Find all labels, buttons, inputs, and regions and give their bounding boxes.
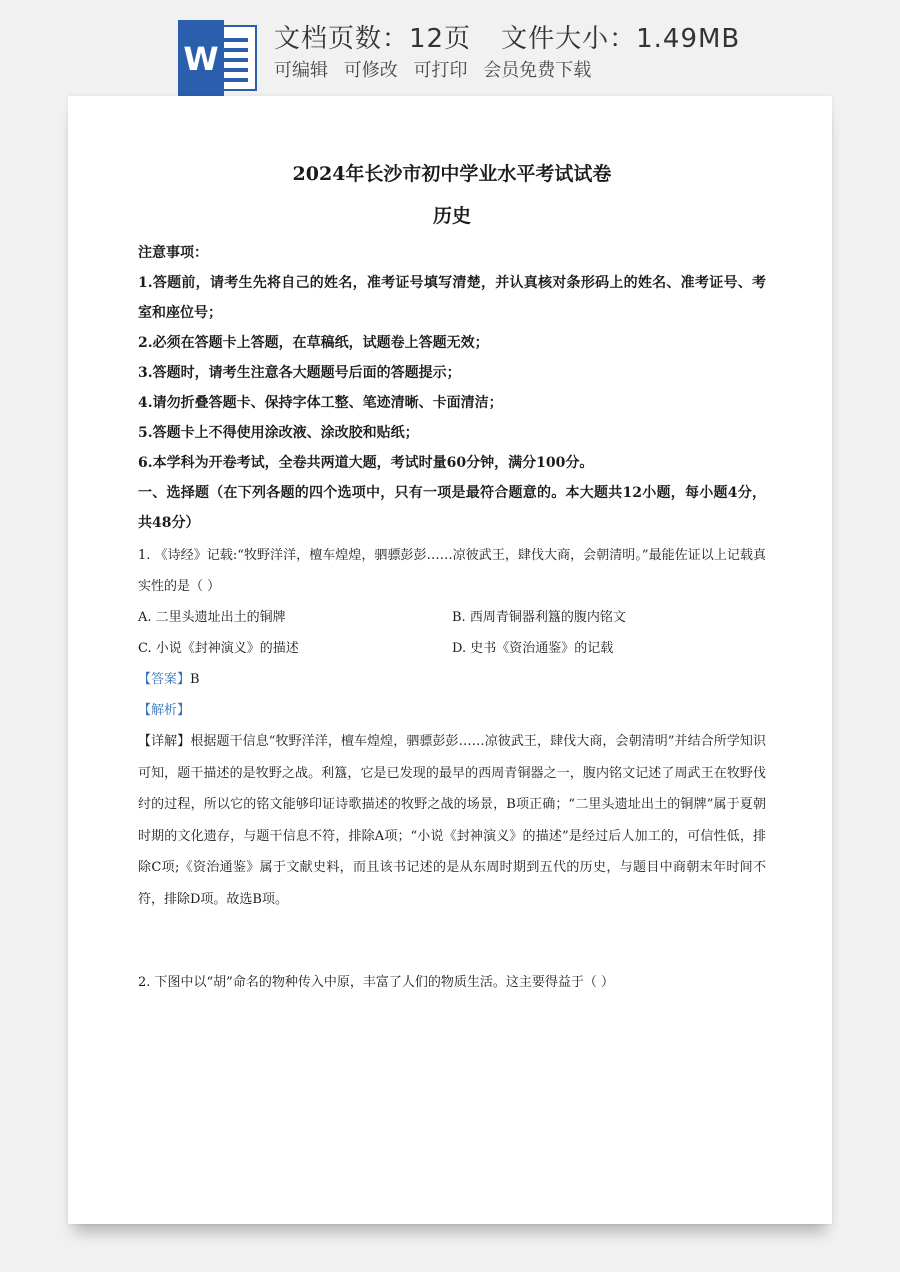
option-c: C. 小说《封神演义》的描述 [138, 641, 299, 656]
feature-modifiable: 可修改 [343, 60, 398, 81]
file-size: 文件大小：1.49MB [501, 24, 741, 54]
question-1-options [138, 602, 766, 664]
option-b: B. 西周青铜器利簋的腹内铭文 [452, 610, 626, 625]
banner-title [274, 18, 740, 55]
notice-item: 2.必须在答题卡上答题，在草稿纸，试题卷上答题无效； [138, 335, 489, 351]
notice-item: 4.请勿折叠答题卡、保持字体工整、笔迹清晰、卡面清洁； [138, 395, 503, 411]
detail-text: 根据题干信息“牧野洋洋，檀车煌煌，驷骠彭彭……凉彼武王，肆伐大商，会朝清明”并结合所学知识可知，题干描述的是牧野之战。利簋，它是已发现的最早的西周青铜器之一，腹内铭文记述了周武王在牧野伐纣的过程，所以它的铭文能够印证诗歌描述的牧野之战的场景，B项正确；“二里头遗址出土的铜牌”属于夏朝时期的文化遗存，与题干信息不符，排除A项；“小说《封神演义》的描述”是经过后人加工的，可信性低，排除C项;《资治通鉴》属于文献史料，而且该书记述的是从东周时期到五代的历史，与题目中商朝末年时间不符，排除D项。故选B项。 [138, 734, 766, 907]
feature-list [274, 56, 601, 82]
download-banner [0, 0, 900, 96]
page-content [138, 158, 766, 998]
question-2-stem: 2. 下图中以“胡”命名的物种传入中原，丰富了人们的物质生活。这主要得益于（ ） [138, 975, 614, 990]
question-1-stem: 1. 《诗经》记载:“牧野洋洋，檀车煌煌，驷骠彭彭……凉彼武王，肆伐大商，会朝清明。”最能佐证以上记载真实性的是（ ） [138, 548, 766, 594]
section-heading: 一、选择题（在下列各题的四个选项中，只有一项是最符合题意的。本大题共12小题，每小题4分，共48分） [138, 485, 766, 531]
notice-item: 1.答题前，请考生先将自己的姓名，准考证号填写清楚，并认真核对条形码上的姓名、准考证号、考室和座位号； [138, 275, 766, 321]
document-page [68, 96, 832, 1224]
svg-text:W: W [183, 40, 219, 78]
word-doc-icon [178, 20, 258, 96]
analysis-tag: 【解析】 [138, 703, 191, 718]
detail-paragraph [138, 726, 766, 915]
notice-item: 6.本学科为开卷考试，全卷共两道大题，考试时量60分钟，满分100分。 [138, 455, 594, 471]
notice-heading: 注意事项： [138, 245, 208, 261]
page-count: 文档页数：12页 [274, 24, 472, 54]
answer-line [138, 664, 766, 695]
document-subject: 历史 [432, 205, 471, 227]
answer-value: B [190, 672, 200, 687]
analysis-line [138, 695, 766, 726]
detail-tag: 【详解】 [138, 734, 191, 749]
notice-item: 3.答题时，请考生注意各大题题号后面的答题提示； [138, 365, 461, 381]
document-title: 2024年长沙市初中学业水平考试试卷 [292, 163, 612, 185]
feature-editable: 可编辑 [274, 60, 328, 81]
feature-member-download: 会员免费下载 [483, 60, 592, 81]
feature-printable: 可打印 [413, 60, 468, 81]
option-d: D. 史书《资治通鉴》的记载 [452, 641, 614, 656]
option-a: A. 二里头遗址出土的铜牌 [138, 610, 286, 625]
answer-tag: 【答案】 [138, 672, 191, 687]
notice-item: 5.答题卡上不得使用涂改液、涂改胶和贴纸； [138, 425, 419, 441]
